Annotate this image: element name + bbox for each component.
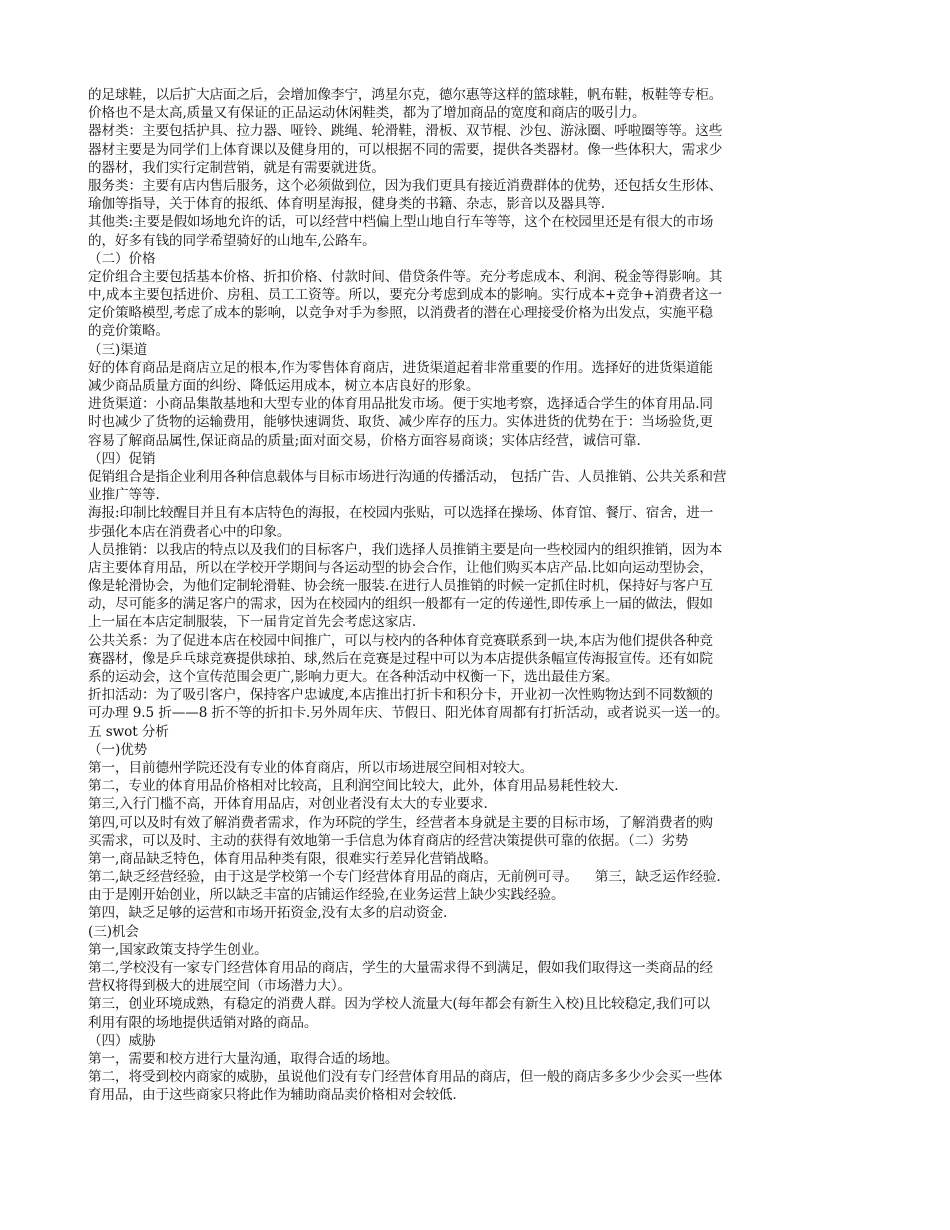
text-line: 第二,学校没有一家专门经营体育用品的商店，学生的大量需求得不到满足，假如我们取得这一类商品的经 xyxy=(88,960,713,976)
text-line: 人员推销：以我店的特点以及我们的目标客户，我们选择人员推销主要是向一些校园内的组织推销，因为本 xyxy=(88,541,723,558)
text-line: （四）威胁 xyxy=(88,1032,156,1049)
text-line: 海报:印制比较醒目并且有本店特色的海报，在校园内张贴，可以选择在操场、体育馆、餐厅、宿舍，进一 xyxy=(88,505,714,522)
text-line: 时也减少了货物的运输费用，能够快速调货、取货、减少库存的压力。实体进货的优势在于：当场验货,更 xyxy=(88,414,713,431)
text-line: 促销组合是指企业利用各种信息载体与目标市场进行沟通的传播活动， 包括广告、人员推销、公共关系和营 xyxy=(88,468,727,485)
text-line: 可办理 9.5 折——8 折不等的折扣卡.另外周年庆、节假日、阳光体育周都有打折活动，或者说买一送一的。 xyxy=(88,705,729,722)
text-line: 由于是刚开始创业，所以缺乏丰富的店铺运作经验,在业务运营上缺少实践经验。 xyxy=(88,887,565,904)
text-line: 第一，目前德州学院还没有专业的体育商店，所以市场进展空间相对较大。 xyxy=(88,759,534,776)
text-line: （四）促销 xyxy=(88,450,156,467)
text-line: 买需求，可以及时、主动的获得有效地第一手信息为体育商店的经营决策提供可靠的依据。（二）劣势 xyxy=(88,832,689,849)
text-line: 折扣活动：为了吸引客户，保持客户忠诚度,本店推出打折卡和积分卡，开业初一次性购物达到不同数额的 xyxy=(88,687,713,704)
text-line: 业推广等等. xyxy=(88,487,160,504)
text-line: 店主要体育用品，所以在学校开学期间与各运动型的协会合作，让他们购买本店产品.比如向运动型协会， xyxy=(88,559,713,576)
text-line: 器材主要是为同学们上体育课以及健身用的，可以根据不同的需要，提供各类器材。像一些体积大，需求少 xyxy=(88,141,723,158)
text-line: (三)机会 xyxy=(88,923,139,940)
text-line: 第一,国家政策支持学生创业。 xyxy=(88,941,268,958)
text-line: 第二，将受到校内商家的威胁，虽说他们没有专门经营体育用品的商店，但一般的商店多多少少会买一些体 xyxy=(88,1069,723,1086)
text-line: 步强化本店在消费者心中的印象。 xyxy=(88,523,291,540)
text-line: 器材类：主要包括护具、拉力器、哑铃、跳绳、轮滑鞋，滑板、双节棍、沙包、游泳圈、呼啦圈等等。这些 xyxy=(88,123,723,140)
text-line: 营权将得到极大的进展空间（市场潜力大）。 xyxy=(88,978,352,995)
text-line: 第二,缺乏经营经验，由于这是学校第一个专门经营体育用品的商店，无前例可寻。 第三，缺乏运作经验. xyxy=(88,869,721,886)
text-line: 第二，专业的体育用品价格相对比较高，且利润空间比较大，此外，体育用品易耗性较大. xyxy=(88,778,619,795)
text-line: （三)渠道 xyxy=(88,341,148,358)
text-line: 第三，创业环境成熟，有稳定的消费人群。因为学校人流量大(每年都会有新生入校)且比较稳定,我们可以 xyxy=(88,996,710,1013)
text-line: 的，好多有钱的同学希望骑好的山地车,公路车。 xyxy=(88,232,376,249)
text-line: 瑜伽等指导，关于体育的报纸、体育明星海报，健身类的书籍、杂志，影音以及器具等. xyxy=(88,196,605,213)
text-line: 服务类：主要有店内售后服务，这个必须做到位，因为我们更具有接近消费群体的优势，还包括女生形体、 xyxy=(88,177,723,194)
text-line: 的器材，我们实行定制营销，就是有需要就进货。 xyxy=(88,159,385,176)
text-line: 赛器材，像是乒乓球竞赛提供球拍、球,然后在竞赛是过程中可以为本店提供条幅宣传海报宣传。还有如院 xyxy=(88,650,713,667)
text-line: 第四,可以及时有效了解消费者需求，作为环院的学生，经营者本身就是主要的目标市场，了解消费者的购 xyxy=(88,814,713,831)
text-line: 容易了解商品属性,保证商品的质量;面对面交易，价格方面容易商谈；实体店经营，诚信可靠. xyxy=(88,432,641,449)
text-line: 的竞价策略。 xyxy=(88,323,169,340)
document-body xyxy=(88,86,858,1105)
text-line: 好的体育商品是商店立足的根本,作为零售体育商店，进货渠道起着非常重要的作用。选择好的进货渠道能 xyxy=(88,359,713,376)
text-line: 育用品，由于这些商家只将此作为辅助商品卖价格相对会较低. xyxy=(88,1087,457,1104)
text-line: 第三,入行门槛不高，开体育用品店，对创业者没有太大的专业要求. xyxy=(88,796,488,813)
text-line: 价格也不是太高,质量又有保证的正品运动休闲鞋类，都为了增加商品的宽度和商店的吸引力。 xyxy=(88,105,646,122)
text-line: 第四，缺乏足够的运营和市场开拓资金,没有太多的启动资金. xyxy=(88,905,448,922)
text-line: 定价组合主要包括基本价格、折扣价格、付款时间、借贷条件等。充分考虑成本、利润、税金等得影响。其 xyxy=(88,268,723,285)
text-line: 动，尽可能多的满足客户的需求，因为在校园内的组织一般都有一定的传递性,即传承上一届的做法，假如 xyxy=(88,596,713,613)
text-line: 减少商品质量方面的纠纷、降低运用成本，树立本店良好的形象。 xyxy=(88,378,480,394)
text-line: 进货渠道：小商品集散基地和大型专业的体育用品批发市场。便于实地考察，选择适合学生的体育用品.同 xyxy=(88,396,713,413)
text-line: 利用有限的场地提供适销对路的商品。 xyxy=(88,1014,318,1031)
text-line: 五 swot 分析 xyxy=(88,723,169,740)
text-line: 中,成本主要包括进价、房租、员工工资等。所以，要充分考虑到成本的影响。实行成本+竞争+消费者这一 xyxy=(88,287,723,304)
text-line: 公共关系：为了促进本店在校园中间推广，可以与校内的各种体育竞赛联系到一块,本店为他们提供各种竞 xyxy=(88,632,713,649)
text-line: （二）价格 xyxy=(88,250,156,267)
text-line: 其他类:主要是假如场地允许的话，可以经营中档偏上型山地自行车等等，这个在校园里还是有很大的市场 xyxy=(88,214,714,231)
text-line: 第一,商品缺乏特色，体育用品种类有限，很难实行差异化营销战略。 xyxy=(88,850,498,867)
text-line: 像是轮滑协会，为他们定制轮滑鞋、协会统一服装.在进行人员推销的时候一定抓住时机，保持好与客户互 xyxy=(88,578,713,595)
text-line: 定价策略模型,考虑了成本的影响，以竞争对手为参照，以消费者的潜在心理接受价格为出发点，实施平稳 xyxy=(88,305,713,322)
text-line: （一)优势 xyxy=(88,741,148,758)
text-line: 的足球鞋，以后扩大店面之后，会增加像李宁，鸿星尔克，德尔惠等这样的篮球鞋，帆布鞋，板鞋等专柜。 xyxy=(88,87,723,103)
text-line: 系的运动会，这个宣传范围会更广,影响力更大。在各种活动中权衡一下，选出最佳方案。 xyxy=(88,669,619,685)
text-line: 第一，需要和校方进行大量沟通，取得合适的场地。 xyxy=(88,1050,399,1067)
text-line: 上一届在本店定制服装，下一届肯定首先会考虑这家店. xyxy=(88,614,417,631)
